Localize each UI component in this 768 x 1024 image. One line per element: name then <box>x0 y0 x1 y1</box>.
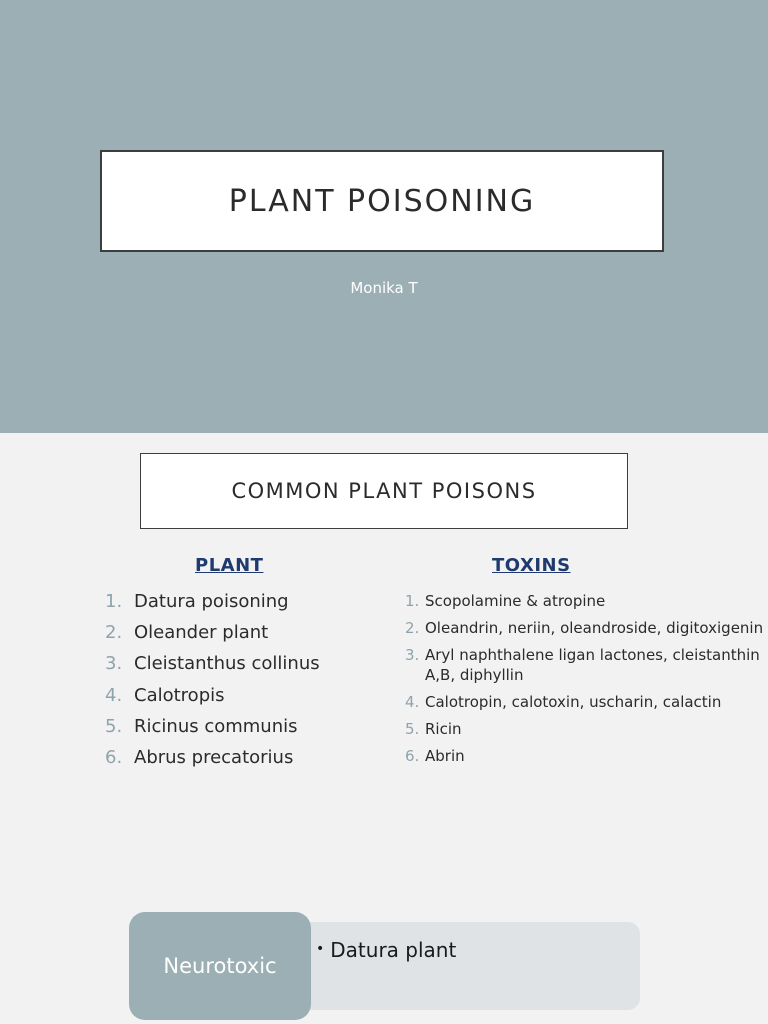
list-item <box>405 646 765 685</box>
list-number: 2. <box>405 619 420 637</box>
list-number: 1. <box>405 592 420 610</box>
plant-name: Cleistanthus collinus <box>134 653 320 675</box>
common-plant-poisons-slide <box>0 433 768 1024</box>
heading-box <box>140 453 628 529</box>
toxin-name: Abrin <box>425 746 465 765</box>
toxin-name: Ricin <box>425 719 462 738</box>
list-number: 5. <box>405 719 420 738</box>
plant-list <box>105 591 320 778</box>
category-content-box <box>296 922 640 1010</box>
list-item <box>105 591 320 622</box>
list-item <box>405 592 765 612</box>
toxin-name: Calotropin, calotoxin, uscharin, calactin <box>425 692 722 711</box>
list-item <box>405 747 765 767</box>
list-number: 6. <box>105 746 123 768</box>
slide-subtitle: Monika T <box>350 279 418 297</box>
plant-name: Ricinus communis <box>134 715 298 737</box>
list-item <box>105 747 320 778</box>
list-number: 1. <box>105 591 123 612</box>
list-number: 6. <box>405 746 420 765</box>
list-item <box>405 619 765 639</box>
plant-name: Oleander plant <box>134 622 269 644</box>
title-box <box>100 150 664 252</box>
plant-name: Calotropis <box>134 684 225 706</box>
toxin-name: Aryl naphthalene ligan lactones, cleistanthin A,B, diphyllin <box>425 646 760 684</box>
list-number: 4. <box>105 684 123 706</box>
list-item <box>105 653 320 684</box>
slide-title: PLANT POISONING <box>228 183 536 219</box>
plant-name: Abrus precatorius <box>134 746 294 768</box>
toxins-column-header: TOXINS <box>492 555 571 576</box>
slide-heading: COMMON PLANT POISONS <box>231 479 537 503</box>
list-item <box>105 622 320 653</box>
toxin-list <box>405 592 765 774</box>
list-number: 2. <box>105 622 123 644</box>
list-number: 3. <box>405 646 420 664</box>
plant-column-header: PLANT <box>195 555 264 576</box>
category-item-text: Datura plant <box>330 938 457 962</box>
list-number: 4. <box>405 692 420 711</box>
category-label: Neurotoxic <box>163 954 277 978</box>
toxin-name: Scopolamine & atropine <box>425 592 606 610</box>
plant-name: Datura poisoning <box>134 591 289 612</box>
toxin-name: Oleandrin, neriin, oleandroside, digitoxigenin <box>425 619 764 637</box>
list-item <box>405 720 765 740</box>
list-number: 3. <box>105 653 123 675</box>
list-number: 5. <box>105 715 123 737</box>
title-slide <box>0 0 768 433</box>
list-item <box>105 685 320 716</box>
list-item <box>105 716 320 747</box>
list-item <box>405 693 765 713</box>
bullet-icon: • <box>316 941 325 957</box>
category-item <box>316 938 456 962</box>
category-tag <box>129 912 311 1020</box>
